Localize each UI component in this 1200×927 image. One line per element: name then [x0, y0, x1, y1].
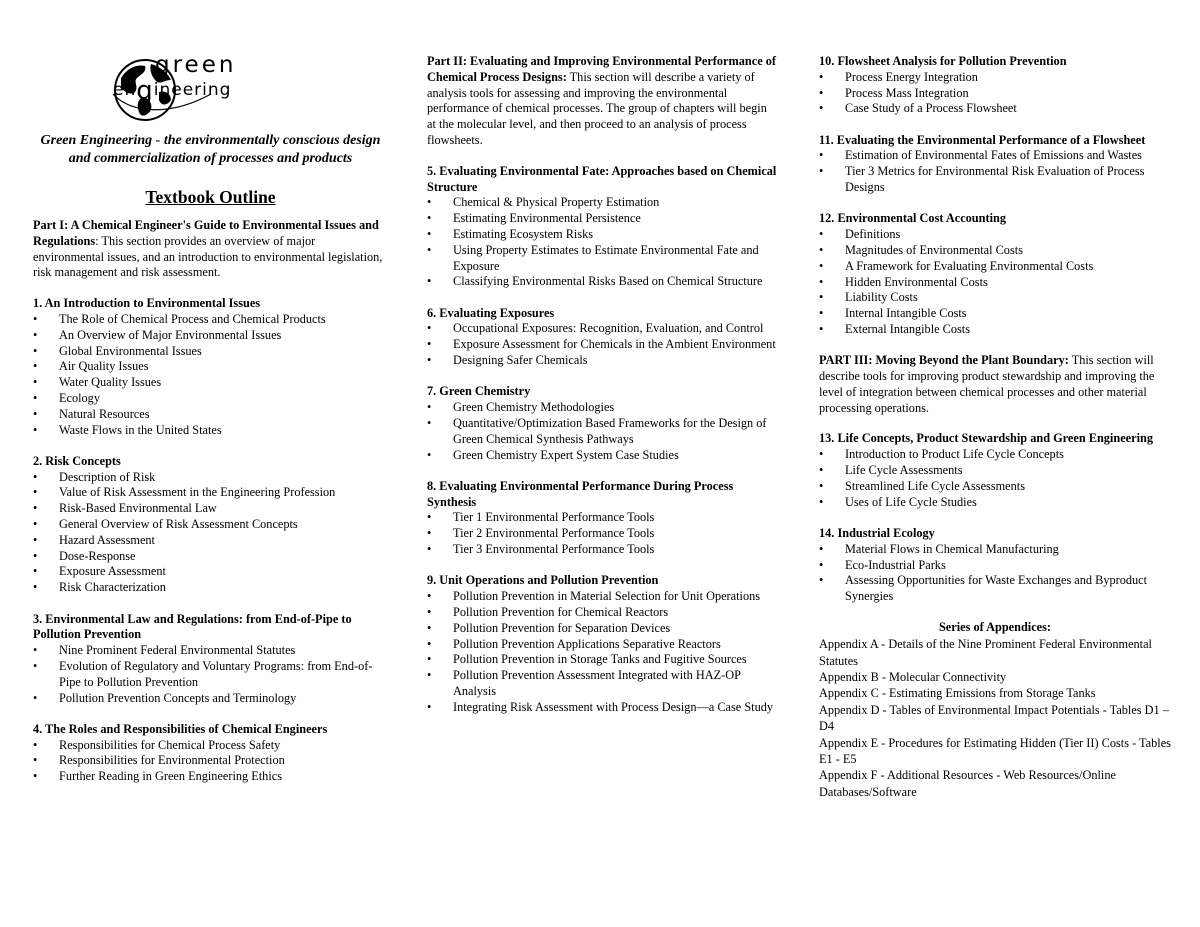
list-item: • Hazard Assessment — [33, 533, 388, 549]
list-item: • Estimation of Environmental Fates of Emissions and Wastes — [819, 148, 1171, 164]
column-left — [33, 54, 388, 801]
part2-text: This section will describe a variety of analysis tools for assessing and improving the environmental performance of chemical processes. The group of chapters will begin at the molecular level, and then proceed to an analysis of process flowsheets. — [427, 69, 767, 147]
appendix-item: Appendix B - Molecular Connectivity — [819, 670, 1007, 685]
list-item: • Tier 2 Environmental Performance Tools — [427, 526, 777, 542]
part3-text: This section will describe tools for improving product stewardship and improving the level of integration between chemical processes and other material processing operations. — [819, 353, 1155, 415]
logo-word-green: green — [155, 52, 237, 78]
section-7 — [427, 384, 777, 463]
section-8 — [427, 479, 777, 558]
column-middle — [427, 54, 777, 731]
section-title: 13. Life Concepts, Product Stewardship and Green Engineering — [819, 431, 1153, 446]
list-item: • Waste Flows in the United States — [33, 423, 388, 439]
section-title: 1. An Introduction to Environmental Issues — [33, 296, 261, 311]
section-title: 7. Green Chemistry — [427, 384, 531, 399]
green-engineering-logo — [111, 54, 388, 128]
list-item: • Further Reading in Green Engineering Ethics — [33, 769, 388, 785]
list-item: • Process Mass Integration — [819, 86, 1171, 102]
section-title: 3. Environmental Law and Regulations: from End-of-Pipe to Pollution Prevention — [33, 611, 352, 642]
list-item: • Life Cycle Assessments — [819, 463, 1171, 479]
list-item: • Risk-Based Environmental Law — [33, 501, 388, 517]
list-item: • Integrating Risk Assessment with Process Design—a Case Study — [427, 700, 777, 716]
section-13 — [819, 431, 1171, 510]
list-item: • Eco-Industrial Parks — [819, 558, 1171, 574]
list-item: • Exposure Assessment — [33, 564, 388, 580]
list-item: • Pollution Prevention Assessment Integrated with HAZ-OP Analysis — [427, 668, 777, 700]
section-1 — [33, 296, 388, 438]
section-title: 9. Unit Operations and Pollution Prevention — [427, 573, 659, 588]
list-item: • Introduction to Product Life Cycle Concepts — [819, 447, 1171, 463]
list-item: • Assessing Opportunities for Waste Exchanges and Byproduct Synergies — [819, 573, 1171, 605]
section-10 — [819, 54, 1171, 117]
appendix-item: Appendix C - Estimating Emissions from Storage Tanks — [819, 686, 1096, 701]
list-item: • Pollution Prevention Concepts and Terminology — [33, 691, 388, 707]
list-item: • Pollution Prevention Applications Separative Reactors — [427, 637, 777, 653]
part3-intro — [819, 353, 1171, 416]
list-item: • An Overview of Major Environmental Issues — [33, 328, 388, 344]
list-item: • Tier 3 Environmental Performance Tools — [427, 542, 777, 558]
list-item: • Water Quality Issues — [33, 375, 388, 391]
section-title: 6. Evaluating Exposures — [427, 305, 555, 320]
list-item: • Pollution Prevention in Storage Tanks and Fugitive Sources — [427, 652, 777, 668]
list-item: • Liability Costs — [819, 290, 1171, 306]
list-item: • Definitions — [819, 227, 1171, 243]
section-title: 12. Environmental Cost Accounting — [819, 211, 1006, 226]
section-4 — [33, 722, 388, 785]
list-item: • Magnitudes of Environmental Costs — [819, 243, 1171, 259]
list-item: • General Overview of Risk Assessment Concepts — [33, 517, 388, 533]
list-item: • Dose-Response — [33, 549, 388, 565]
list-item: • Exposure Assessment for Chemicals in the Ambient Environment — [427, 337, 777, 353]
section-11 — [819, 133, 1171, 196]
list-item: • Nine Prominent Federal Environmental Statutes — [33, 643, 388, 659]
column-right — [819, 54, 1171, 800]
part2-title: Part II: Evaluating and Improving Environmental Performance of Chemical Process Designs: — [427, 54, 776, 84]
list-item: • Internal Intangible Costs — [819, 306, 1171, 322]
section-title: 2. Risk Concepts — [33, 453, 121, 468]
part1-title: Part I: A Chemical Engineer's Guide to Environmental Issues and Regulations — [33, 218, 379, 248]
part3-title: PART III: Moving Beyond the Plant Boundary: — [819, 353, 1069, 368]
section-title: 8. Evaluating Environmental Performance During Process Synthesis — [427, 478, 734, 509]
list-item: • Responsibilities for Chemical Process Safety — [33, 738, 388, 754]
list-item: • Using Property Estimates to Estimate Environmental Fate and Exposure — [427, 243, 777, 275]
list-item: • Pollution Prevention in Material Selection for Unit Operations — [427, 589, 777, 605]
list-item: • Chemical & Physical Property Estimation — [427, 195, 777, 211]
list-item: • Green Chemistry Methodologies — [427, 400, 777, 416]
list-item: • Value of Risk Assessment in the Engineering Profession — [33, 485, 388, 501]
section-title: 14. Industrial Ecology — [819, 525, 935, 540]
appendix-item: Appendix F - Additional Resources - Web Resources/Online Databases/Software — [819, 768, 1116, 799]
section-title: 10. Flowsheet Analysis for Pollution Prevention — [819, 54, 1067, 68]
list-item: • Responsibilities for Environmental Protection — [33, 753, 388, 769]
section-title: 11. Evaluating the Environmental Performance of a Flowsheet — [819, 132, 1146, 147]
list-item: • Process Energy Integration — [819, 70, 1171, 86]
list-item: • Case Study of a Process Flowsheet — [819, 101, 1171, 117]
list-item: • Description of Risk — [33, 470, 388, 486]
list-item: • Classifying Environmental Risks Based on Chemical Structure — [427, 274, 777, 290]
appendix-item: Appendix A - Details of the Nine Prominent Federal Environmental Statutes — [819, 637, 1152, 668]
list-item: • Tier 1 Environmental Performance Tools — [427, 510, 777, 526]
section-6 — [427, 306, 777, 369]
list-item: • Pollution Prevention for Separation Devices — [427, 621, 777, 637]
logo-word-engineering: engineering — [113, 76, 232, 106]
list-item: • Streamlined Life Cycle Assessments — [819, 479, 1171, 495]
list-item: • Ecology — [33, 391, 388, 407]
list-item: • Air Quality Issues — [33, 359, 388, 375]
list-item: • Hidden Environmental Costs — [819, 275, 1171, 291]
list-item: • Material Flows in Chemical Manufacturing — [819, 542, 1171, 558]
tagline: Green Engineering - the environmentally conscious design and commercialization of processes and products — [40, 133, 381, 166]
list-item: • Risk Characterization — [33, 580, 388, 596]
part2-intro — [427, 54, 777, 149]
part1-text: : This section provides an overview of major environmental issues, and an introduction to environmental legislation, risk management and risk assessment. — [33, 233, 383, 280]
section-title: 5. Evaluating Environmental Fate: Approaches based on Chemical Structure — [427, 163, 777, 194]
list-item: • Natural Resources — [33, 407, 388, 423]
list-item: • Evolution of Regulatory and Voluntary Programs: from End-of-Pipe to Pollution Prevention — [33, 659, 388, 691]
list-item: • Estimating Environmental Persistence — [427, 211, 777, 227]
list-item: • Occupational Exposures: Recognition, Evaluation, and Control — [427, 321, 777, 337]
part1-intro — [33, 218, 388, 281]
list-item: • Estimating Ecosystem Risks — [427, 227, 777, 243]
list-item: • Green Chemistry Expert System Case Studies — [427, 448, 777, 464]
list-item: • Quantitative/Optimization Based Frameworks for the Design of Green Chemical Synthesis Pathways — [427, 416, 777, 448]
section-9 — [427, 573, 777, 715]
page-title: Textbook Outline — [145, 187, 276, 207]
list-item: • The Role of Chemical Process and Chemical Products — [33, 312, 388, 328]
list-item: • Uses of Life Cycle Studies — [819, 495, 1171, 511]
section-12 — [819, 211, 1171, 337]
appendices-title: Series of Appendices: — [938, 620, 1052, 635]
list-item: • Designing Safer Chemicals — [427, 353, 777, 369]
section-2 — [33, 454, 388, 596]
appendix-item: Appendix E - Procedures for Estimating Hidden (Tier II) Costs - Tables E1 - E5 — [819, 735, 1171, 767]
list-item: • External Intangible Costs — [819, 322, 1171, 338]
list-item: • Global Environmental Issues — [33, 344, 388, 360]
section-title: 4. The Roles and Responsibilities of Chemical Engineers — [33, 721, 328, 736]
list-item: • Tier 3 Metrics for Environmental Risk Evaluation of Process Designs — [819, 164, 1171, 196]
section-5 — [427, 164, 777, 290]
list-item: • A Framework for Evaluating Environmental Costs — [819, 259, 1171, 275]
list-item: • Pollution Prevention for Chemical Reactors — [427, 605, 777, 621]
appendix-item: Appendix D - Tables of Environmental Impact Potentials - Tables D1 – D4 — [819, 702, 1169, 734]
section-3 — [33, 612, 388, 707]
section-14 — [819, 526, 1171, 605]
